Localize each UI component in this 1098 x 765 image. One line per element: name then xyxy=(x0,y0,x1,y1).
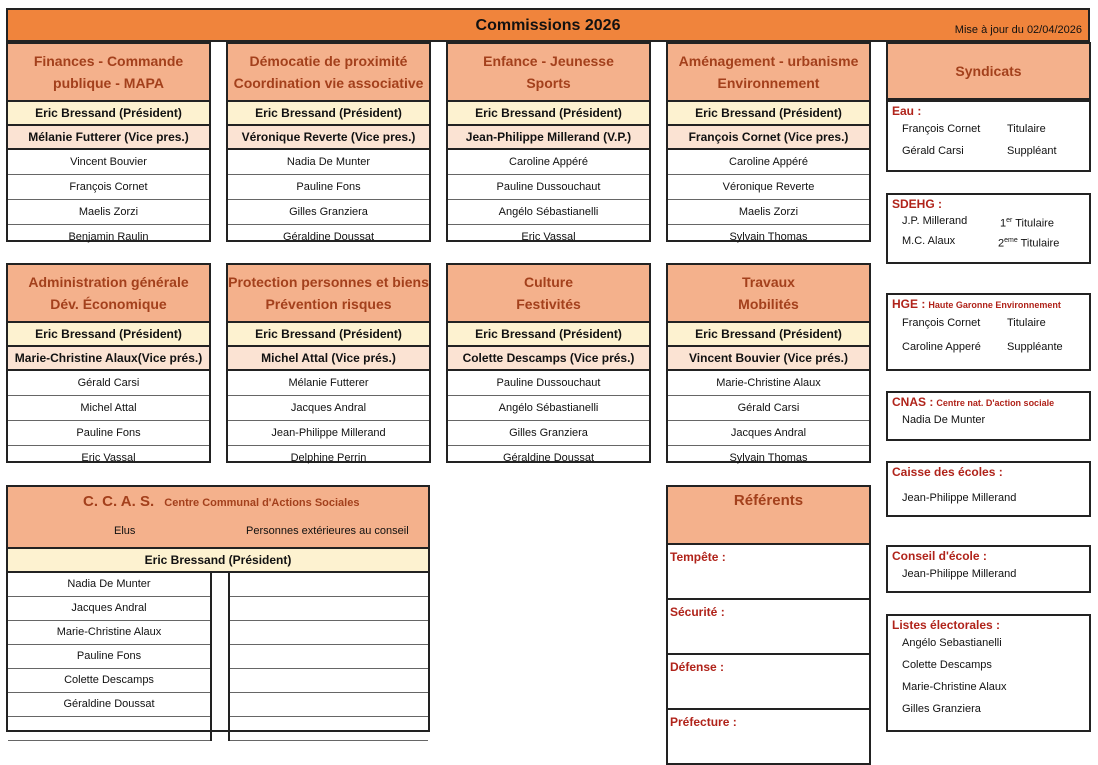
member: Pauline Dussouchaut xyxy=(448,371,649,396)
page-title: Commissions 2026 xyxy=(475,17,621,34)
listes-box xyxy=(886,614,1091,732)
member: Mélanie Futterer xyxy=(228,371,429,396)
member: Vincent Bouvier xyxy=(8,150,209,175)
commission-box xyxy=(226,263,431,463)
hge-label: HGE : xyxy=(892,297,926,311)
sdehg-row: M.C. Alaux 2eme Titulaire xyxy=(902,235,1060,250)
hge-row: Caroline Apperé Suppléante xyxy=(902,341,1063,353)
ccas-president: Eric Bressand (Président) xyxy=(8,549,428,573)
member: Delphine Perrin xyxy=(290,452,367,464)
member: Eric Vassal xyxy=(81,452,136,464)
conseil-label: Conseil d'école : xyxy=(892,549,987,563)
ccas-ext-cell xyxy=(230,717,428,741)
vice-president: Vincent Bouvier (Vice prés.) xyxy=(668,347,869,371)
ccas-ext-cell xyxy=(230,645,428,669)
commission-title: Travaux Mobilités xyxy=(668,265,869,323)
president: Eric Bressand (Président) xyxy=(448,323,649,347)
ccas-ext-cell xyxy=(230,597,428,621)
member: Pauline Fons xyxy=(228,175,429,200)
member: Angélo Sébastianelli xyxy=(448,396,649,421)
member: Marie-Christine Alaux xyxy=(668,371,869,396)
member: Gérald Carsi xyxy=(668,396,869,421)
commission-title: Protection personnes et biens Prévention risques xyxy=(228,265,429,323)
commission-title: Culture Festivités xyxy=(448,265,649,323)
commission-box xyxy=(6,42,211,242)
update-date: Mise à jour du 02/04/2026 xyxy=(954,24,1082,36)
member: Gilles Granziera xyxy=(228,200,429,225)
member: Gilles Granziera xyxy=(448,421,649,446)
member: François Cornet xyxy=(8,175,209,200)
listes-name: Angélo Sebastianelli xyxy=(902,637,1002,649)
referent-label: Sécurité : xyxy=(670,605,725,619)
listes-name: Marie-Christine Alaux xyxy=(902,681,1007,693)
ccas-elu: Jacques Andral xyxy=(8,597,210,621)
member: Benjamin Raulin xyxy=(68,231,149,243)
member: Michel Attal xyxy=(8,396,209,421)
member: Jacques Andral xyxy=(668,421,869,446)
ccas-elu xyxy=(8,717,210,741)
vice-president: Jean-Philippe Millerand (V.P.) xyxy=(448,126,649,150)
commission-title: Aménagement - urbanisme Environnement xyxy=(668,44,869,102)
vice-president: Colette Descamps (Vice prés.) xyxy=(448,347,649,371)
sdehg-label: SDEHG : xyxy=(892,197,943,211)
syndicats-title: Syndicats xyxy=(886,42,1091,100)
ccas-ext-cell xyxy=(230,669,428,693)
eau-row: Gérald Carsi Suppléant xyxy=(902,145,1057,157)
member: Sylvain Thomas xyxy=(729,452,808,464)
listes-label: Listes électorales : xyxy=(892,618,1001,632)
ccas-subtitle: Centre Communal d'Actions Sociales xyxy=(164,497,360,509)
ccas-elu: Colette Descamps xyxy=(8,669,210,693)
president: Eric Bressand (Président) xyxy=(228,102,429,126)
ccas-elu: Nadia De Munter xyxy=(8,573,210,597)
commission-title: Administration générale Dév. Économique xyxy=(8,265,209,323)
title-bar xyxy=(6,8,1090,42)
president: Eric Bressand (Président) xyxy=(668,102,869,126)
hge-row: François Cornet Titulaire xyxy=(902,317,1046,329)
ccas-ext-cell xyxy=(230,693,428,717)
caisse-label: Caisse des écoles : xyxy=(892,465,1003,479)
member: Jean-Philippe Millerand xyxy=(228,421,429,446)
vice-president: Véronique Reverte (Vice pres.) xyxy=(228,126,429,150)
ccas-box xyxy=(6,485,430,732)
ccas-title: C. C. A. S. xyxy=(83,493,155,510)
vice-president: Mélanie Futterer (Vice pres.) xyxy=(8,126,209,150)
conseil-box xyxy=(886,545,1091,593)
sdehg-box xyxy=(886,193,1091,264)
cnas-name: Nadia De Munter xyxy=(902,414,986,426)
hge-box xyxy=(886,293,1091,371)
ccas-elu: Pauline Fons xyxy=(8,645,210,669)
member: Maelis Zorzi xyxy=(668,200,869,225)
commission-box xyxy=(446,42,651,242)
caisse-box xyxy=(886,461,1091,517)
eau-row: François Cornet Titulaire xyxy=(902,123,1046,135)
ccas-ext-cell xyxy=(230,573,428,597)
commission-title: Démocatie de proximité Coordination vie associative xyxy=(228,44,429,102)
member: Maelis Zorzi xyxy=(8,200,209,225)
cnas-sub: Centre nat. D'action sociale xyxy=(936,398,1055,408)
president: Eric Bressand (Président) xyxy=(228,323,429,347)
member: Caroline Appéré xyxy=(668,150,869,175)
member: Pauline Dussouchaut xyxy=(448,175,649,200)
referent-label: Préfecture : xyxy=(670,715,737,729)
listes-name: Colette Descamps xyxy=(902,659,992,671)
ccas-elu: Géraldine Doussat xyxy=(8,693,210,717)
member: Angélo Sébastianelli xyxy=(448,200,649,225)
member: Caroline Appéré xyxy=(448,150,649,175)
member: Jacques Andral xyxy=(228,396,429,421)
commission-box xyxy=(6,263,211,463)
member: Géraldine Doussat xyxy=(502,452,595,464)
cnas-box xyxy=(886,391,1091,441)
member: Nadia De Munter xyxy=(228,150,429,175)
ccas-elu: Marie-Christine Alaux xyxy=(8,621,210,645)
referent-label: Défense : xyxy=(670,660,725,674)
member: Véronique Reverte xyxy=(668,175,869,200)
caisse-name: Jean-Philippe Millerand xyxy=(902,492,1017,504)
referents-title: Référents xyxy=(666,485,871,545)
commission-box xyxy=(226,42,431,242)
sdehg-row: J.P. Millerand 1er Titulaire xyxy=(902,215,1054,230)
member: Gérald Carsi xyxy=(8,371,209,396)
cnas-label: CNAS : xyxy=(892,395,934,409)
commission-box xyxy=(666,42,871,242)
referents-box xyxy=(666,485,871,732)
ccas-col-elus: Elus xyxy=(114,525,136,537)
eau-label: Eau : xyxy=(892,104,922,118)
president: Eric Bressand (Président) xyxy=(448,102,649,126)
eau-box xyxy=(886,100,1091,172)
hge-sub: Haute Garonne Environnement xyxy=(928,300,1061,310)
referent-label: Tempête : xyxy=(670,550,726,564)
ccas-col-ext: Personnes extérieures au conseil xyxy=(246,525,409,537)
president: Eric Bressand (Président) xyxy=(8,102,209,126)
president: Eric Bressand (Président) xyxy=(668,323,869,347)
referent-cell xyxy=(666,655,871,710)
member: Pauline Fons xyxy=(8,421,209,446)
commission-box xyxy=(446,263,651,463)
listes-name: Gilles Granziera xyxy=(902,703,981,715)
commission-title: Finances - Commande publique - MAPA xyxy=(8,44,209,102)
referent-cell xyxy=(666,600,871,655)
conseil-name: Jean-Philippe Millerand xyxy=(902,568,1017,580)
member: Sylvain Thomas xyxy=(729,231,808,243)
ccas-header xyxy=(8,487,428,549)
commission-box xyxy=(666,263,871,463)
vice-president: Michel Attal (Vice prés.) xyxy=(228,347,429,371)
referent-cell xyxy=(666,545,871,600)
vice-president: Marie-Christine Alaux(Vice prés.) xyxy=(8,347,209,371)
commission-title: Enfance - Jeunesse Sports xyxy=(448,44,649,102)
vice-president: François Cornet (Vice pres.) xyxy=(668,126,869,150)
member: Eric Vassal xyxy=(521,231,576,243)
ccas-ext-cell xyxy=(230,621,428,645)
member: Géraldine Doussat xyxy=(282,231,375,243)
president: Eric Bressand (Président) xyxy=(8,323,209,347)
